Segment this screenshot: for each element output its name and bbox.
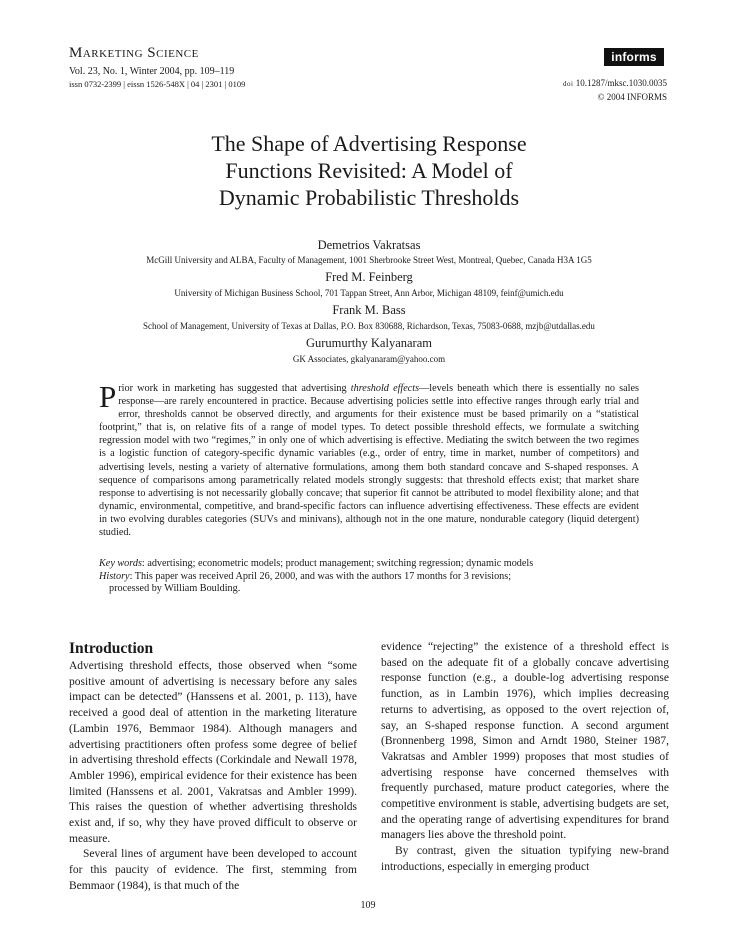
section-heading: Introduction (69, 640, 154, 657)
paragraph: evidence “rejecting” the existence of a threshold effect is based on the adequate fit of a globally concave advertising response function (e.g., a double-log advertising response function, as in Lambin 1976), which implies decreasing returns to advertising, as opposed to the overt rejection of, say, an S-shaped response function. A second argument (Bronnenberg 1998, Simon and Arndt 1980, Steiner 1987, Vakratsas and Ambler 1999) proposes that most studies of advertising response have concerned themselves with frequently purchased, mature product categories, where the competitive environment is stable, advertising budgets are set, and the operating range of advertising expenditures for brand managers lies above the threshold point. (381, 641, 669, 842)
author-name: Gurumurthy Kalyanaram (305, 336, 432, 350)
author-affiliation: University of Michigan Business School, 701 Tappan Street, Ann Arbor, Michigan 48109, feinf@umich.edu (174, 288, 564, 298)
paragraph: Advertising threshold effects, those observed when “some positive amount of advertising is necessary before any sales impact can be detected” (Hanssens et al. 2001, p. 113), have received a good deal of attention in the marketing literature (Lambin 1976, Bemmaor 1984). Although managers and advertising practitioners often profess some degree of belief in advertising threshold effects (Corkindale and Newall 1978, Ambler 1996), empirical evidence for their existence has been limited (Hanssens et al. 2001, Vakratsas and Ambler 1999). This raises the question of whether advertising thresholds exist and, if so, why they have proved difficult to observe or measure. (69, 660, 357, 845)
title-line: The Shape of Advertising Response (211, 131, 527, 156)
history-label: History (99, 570, 130, 582)
history-text: processed by William Boulding. (109, 583, 241, 594)
keywords-label: Key words (99, 558, 142, 569)
abstract-text: —levels beneath which there is essentially no sales response—are rarely encountered in practice. Because advertising policies settle into effective ranges through early trial and error, thresholds cannot be observed directly, and arguments for their existence must be based primarily on a “statistical footprint,” that is, on relative fits of a range of model types. To detect possible threshold effects, we formulate a switching regression model with two “regimes,” in only one of which advertising is effective. Mediating the switch between the two regimes is a logistic function of category-specific dynamic variables (e.g., order of entry, time in market, number of competitors) and advertising levels, nesting a variety of alternative formulations, among them both standard concave and S-shaped responses. A sequence of comparisons among parametrically related models strongly suggests: that threshold effects exist; that market share response to advertising is not necessarily globally concave; that superior fit cannot be attributed to model flexibility alone; and that dynamic, environmental, competitive, and brand-specific factors can influence advertising effectiveness. These effects are evident in two evolving durables categories (SUVs and minivans), although not in the one mature, nondurable category (liquid detergent) studied. (99, 383, 639, 539)
journal-name: Marketing Science (69, 45, 199, 61)
body-column-left (69, 640, 357, 895)
doi-block (563, 77, 667, 104)
informs-logo: informs (604, 48, 664, 66)
abstract-italic: threshold effects (350, 383, 420, 394)
paper-title (69, 130, 669, 211)
paragraph: By contrast, given the situation typifying new-brand introductions, especially in emerging product (381, 845, 669, 873)
author-affiliation: GK Associates, gkalyanaram@yahoo.com (292, 354, 446, 364)
author-name: Frank M. Bass (332, 303, 406, 317)
author-name: Fred M. Feinberg (325, 270, 413, 284)
page-number: 109 (360, 900, 376, 911)
history-text: This paper was received April 26, 2000, and was with the authors 17 months for 3 revisions; (134, 570, 512, 582)
author-name: Demetrios Vakratsas (317, 238, 421, 252)
keywords-text: advertising; econometric models; product management; switching regression; dynamic models (147, 558, 534, 569)
title-line: Functions Revisited: A Model of (225, 158, 513, 183)
keywords-history (99, 558, 639, 596)
keywords: Key words: advertising; econometric models; product management; switching regression; dynamic models (99, 558, 534, 569)
history: History: This paper was received April 26, 2000, and was with the authors 17 months for 3 revisions; (99, 570, 512, 582)
title-line: Dynamic Probabilistic Thresholds (218, 185, 520, 210)
abstract (99, 379, 639, 539)
drop-cap: P (99, 379, 117, 414)
abstract-text: rior work in marketing has suggested that advertising (118, 383, 351, 394)
author-affiliation: School of Management, University of Texas at Dallas, P.O. Box 830688, Richardson, Texas, 75083-0688, mzjb@utdallas.edu (143, 321, 595, 331)
body-column-right (381, 640, 669, 876)
copyright: © 2004 INFORMS (597, 92, 667, 102)
author-affiliation: McGill University and ALBA, Faculty of Management, 1001 Sherbrooke Street West, Montreal, Quebec, Canada H3A 1G5 (146, 255, 592, 265)
issn-line: issn 0732-2399 | eissn 1526-548X | 04 | 2301 | 0109 (69, 79, 246, 89)
doi-value: 10.1287/mksc.1030.0035 (575, 78, 667, 88)
volume-line: Vol. 23, No. 1, Winter 2004, pp. 109–119 (69, 66, 235, 77)
paragraph: Several lines of argument have been developed to account for this paucity of evidence. The first, stemming from Bemmaor (1984), is that much of the (69, 848, 357, 892)
doi-label: doi (563, 80, 574, 88)
